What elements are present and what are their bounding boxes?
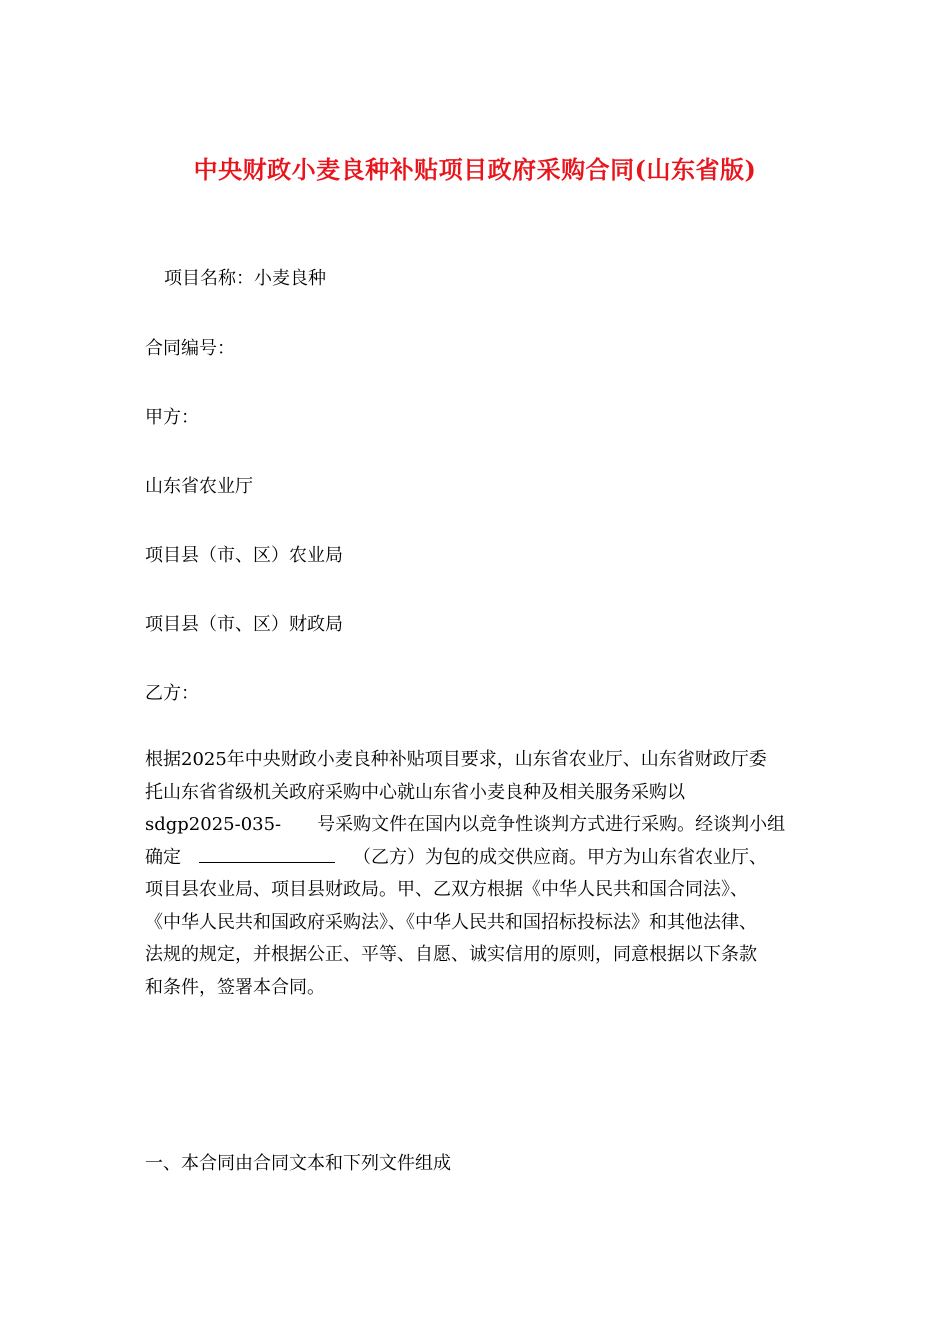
preamble-line: 项目县农业局、项目县财政局。甲、乙双方根据《中华人民共和国合同法》、: [145, 879, 748, 900]
preamble-text: 号采购文件在国内以竞争性谈判方式进行采购。经谈判小组: [317, 814, 786, 835]
preamble-line: 《中华人民共和国政府采购法》、《中华人民共和国招标投标法》和其他法律、: [145, 911, 757, 933]
party-a-member: 山东省农业厅: [145, 476, 253, 497]
preamble-line: [145, 842, 815, 875]
preamble-line: 和条件，签署本合同。: [145, 976, 325, 998]
party-a-member: 项目县（市、区）财政局: [145, 614, 343, 635]
preamble-text: （乙方）为包的成交供应商。甲方为山东省农业厅、: [353, 846, 767, 868]
preamble-line: 托山东省省级机关政府采购中心就山东省小麦良种及相关服务采购以: [145, 781, 685, 803]
supplier-blank-field: [199, 848, 335, 863]
preamble-line: 法规的规定，并根据公正、平等、自愿、诚实信用的原则，同意根据以下条款: [145, 944, 757, 965]
party-a-member: 项目县（市、区）农业局: [145, 545, 343, 566]
document-title: 中央财政小麦良种补贴项目政府采购合同(山东省版): [193, 155, 757, 184]
project-name: 项目名称：小麦良种: [164, 268, 326, 289]
party-b-label: 乙方：: [145, 683, 199, 704]
preamble-line: 根据2025年中央财政小麦良种补贴项目要求，山东省农业厅、山东省财政厅委: [145, 749, 767, 770]
preamble-text: 确定: [145, 846, 181, 868]
preamble-paragraph: [145, 744, 815, 1004]
document-number: sdgp2025-035-: [145, 814, 282, 835]
party-a-label: 甲方：: [145, 407, 199, 428]
preamble-line: [145, 809, 815, 842]
contract-number: 合同编号：: [145, 338, 235, 359]
section-heading-1: 一、本合同由合同文本和下列文件组成: [145, 1153, 451, 1174]
